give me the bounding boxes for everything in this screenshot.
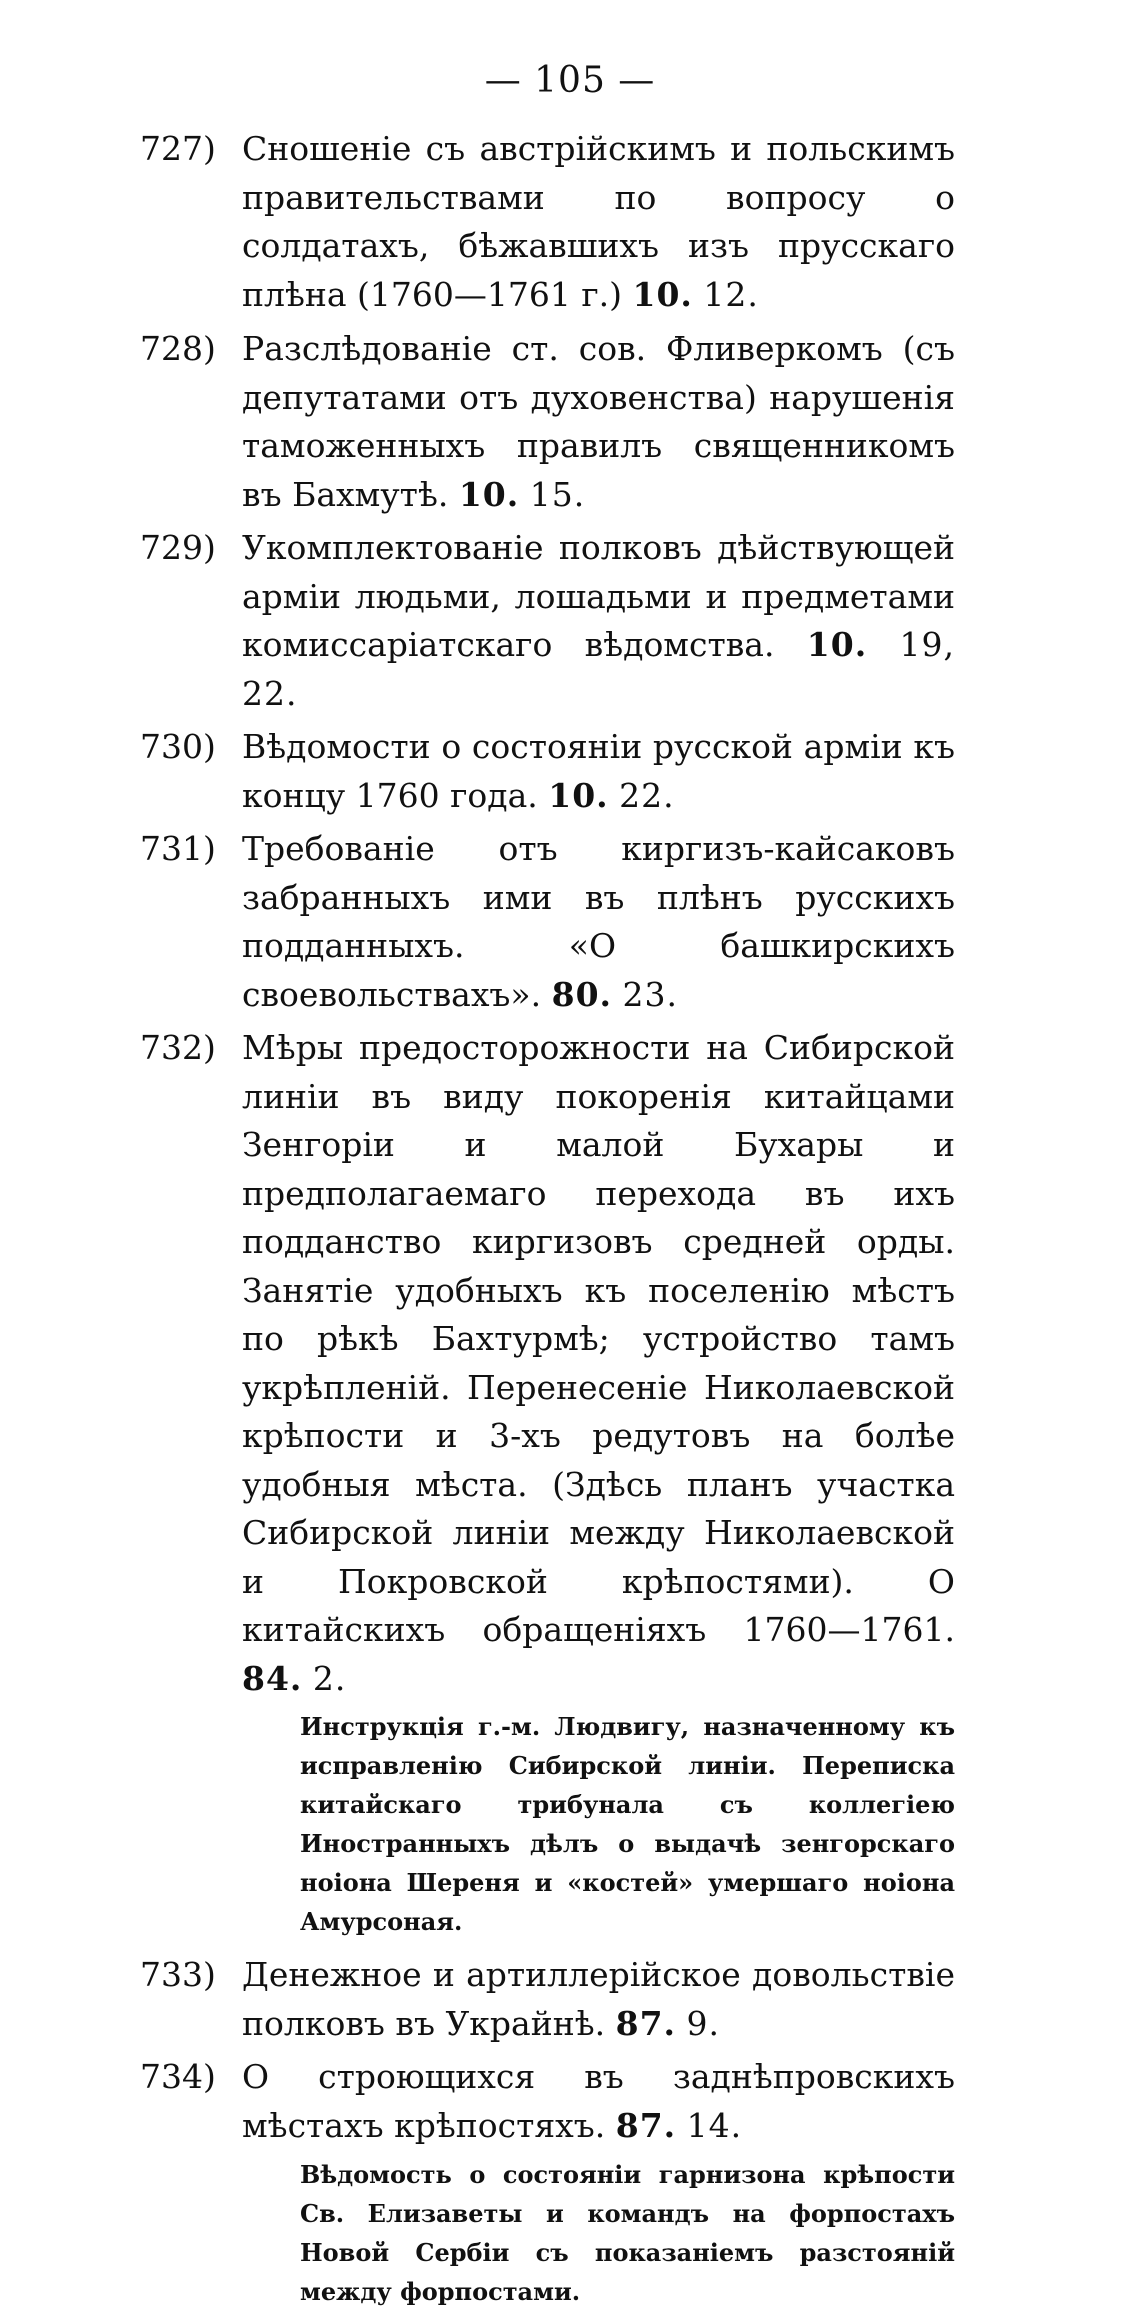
entry-volume-ref: 87. — [615, 2105, 677, 2145]
entry-728 — [140, 325, 955, 519]
entry-732-note: Инструкція г.-м. Людвигу, назначенному къ исправленію Сибирской линіи. Переписка китайскаго трибунала съ коллегіею Иностранныхъ дѣлъ о выдачѣ зенгорскаго ноіона Шереня и «костей» умершаго ноіона Амурсоная. — [300, 1712, 955, 1936]
entry-text: О строющихся въ заднѣпровскихъ мѣстахъ крѣпостяхъ. — [242, 2057, 955, 2145]
entry-text: Сношеніе съ австрійскимъ и польскимъ правительствами по вопросу о солдатахъ, бѣжавшихъ изъ прусскаго плѣна (1760—1761 г.) — [242, 129, 955, 314]
entry-text: Разслѣдованіе ст. сов. Фливеркомъ (съ депутатами отъ духовенства) нарушенія таможенныхъ правилъ священникомъ въ Бахмутѣ. — [242, 329, 955, 514]
entry-734 — [140, 2053, 955, 2150]
entry-732 — [140, 1024, 955, 1703]
entry-number: 732) — [140, 1028, 216, 1067]
entry-text: Укомплектованіе полковъ дѣйствующей арміи людьми, лошадьми и предметами комиссаріатскаго вѣдомства. — [242, 528, 955, 664]
entry-volume-ref: 87. — [615, 2003, 677, 2043]
entry-text: Денежное и артиллерійское довольствіе полковъ въ Украйнѣ. — [242, 1955, 955, 2043]
entry-text: Мѣры предосторожности на Сибирской линіи въ виду покоренія китайцами Зенгоріи и малой Бухары и предполагаемаго перехода въ ихъ подданство киргизовъ средней орды. Занятіе удобныхъ къ поселенію мѣстъ по рѣкѣ Бахтурмѣ; устройство тамъ укрѣпленій. Перенесеніе Николаевской крѣпости и 3-хъ редутовъ на болѣе удобныя мѣста. (Здѣсь планъ участка Сибирской линіи между Николаевской и Покровской крѣпостями). О китайскихъ обращеніяхъ 1760—1761. — [242, 1028, 955, 1649]
entry-volume-ref: 10. — [806, 625, 868, 664]
entry-volume-ref: 10. — [548, 775, 609, 815]
entry-text: Требованіе отъ киргизъ-кайсаковъ забранныхъ ими въ плѣнъ русскихъ подданныхъ. «О башкирскихъ своевольствахъ». — [242, 829, 955, 1014]
entry-734-note: Вѣдомость о состояніи гарнизона крѣпости Св. Елизаветы и командъ на форпостахъ Новой Сербіи съ показаніемъ разстояній между форпостами. — [300, 2160, 955, 2306]
entry-727 — [140, 125, 955, 319]
entry-volume-ref: 10. — [458, 474, 520, 514]
entry-page-ref: 2. — [312, 1658, 347, 1698]
entry-number: 734) — [140, 2057, 216, 2096]
entry-page-ref: 23. — [622, 974, 679, 1014]
entry-number: 733) — [140, 1955, 216, 1994]
entry-text: Вѣдомости о состояніи русской арміи къ концу 1760 года. — [242, 727, 955, 815]
entry-list — [140, 125, 955, 2321]
entry-733 — [140, 1951, 955, 2048]
entry-number: 728) — [140, 329, 216, 368]
entry-731 — [140, 825, 955, 1019]
entry-number: 730) — [140, 727, 216, 766]
entry-page-ref: 9. — [686, 2003, 721, 2043]
entry-730 — [140, 723, 955, 820]
entry-729 — [140, 524, 955, 718]
entry-page-ref: 15. — [529, 474, 586, 514]
entry-number: 729) — [140, 528, 216, 567]
entry-volume-ref: 84. — [242, 1658, 303, 1698]
entry-volume-ref: 10. — [632, 274, 693, 314]
entry-page-ref: 22. — [619, 775, 675, 815]
entry-number: 727) — [140, 129, 216, 168]
entry-page-ref: 19, 22. — [242, 625, 955, 713]
entry-number: 731) — [140, 829, 216, 868]
page-number: — 105 — — [484, 60, 656, 101]
entry-volume-ref: 80. — [551, 974, 613, 1014]
entry-page-ref: 12. — [703, 274, 759, 314]
entry-page-ref: 14. — [686, 2105, 743, 2145]
